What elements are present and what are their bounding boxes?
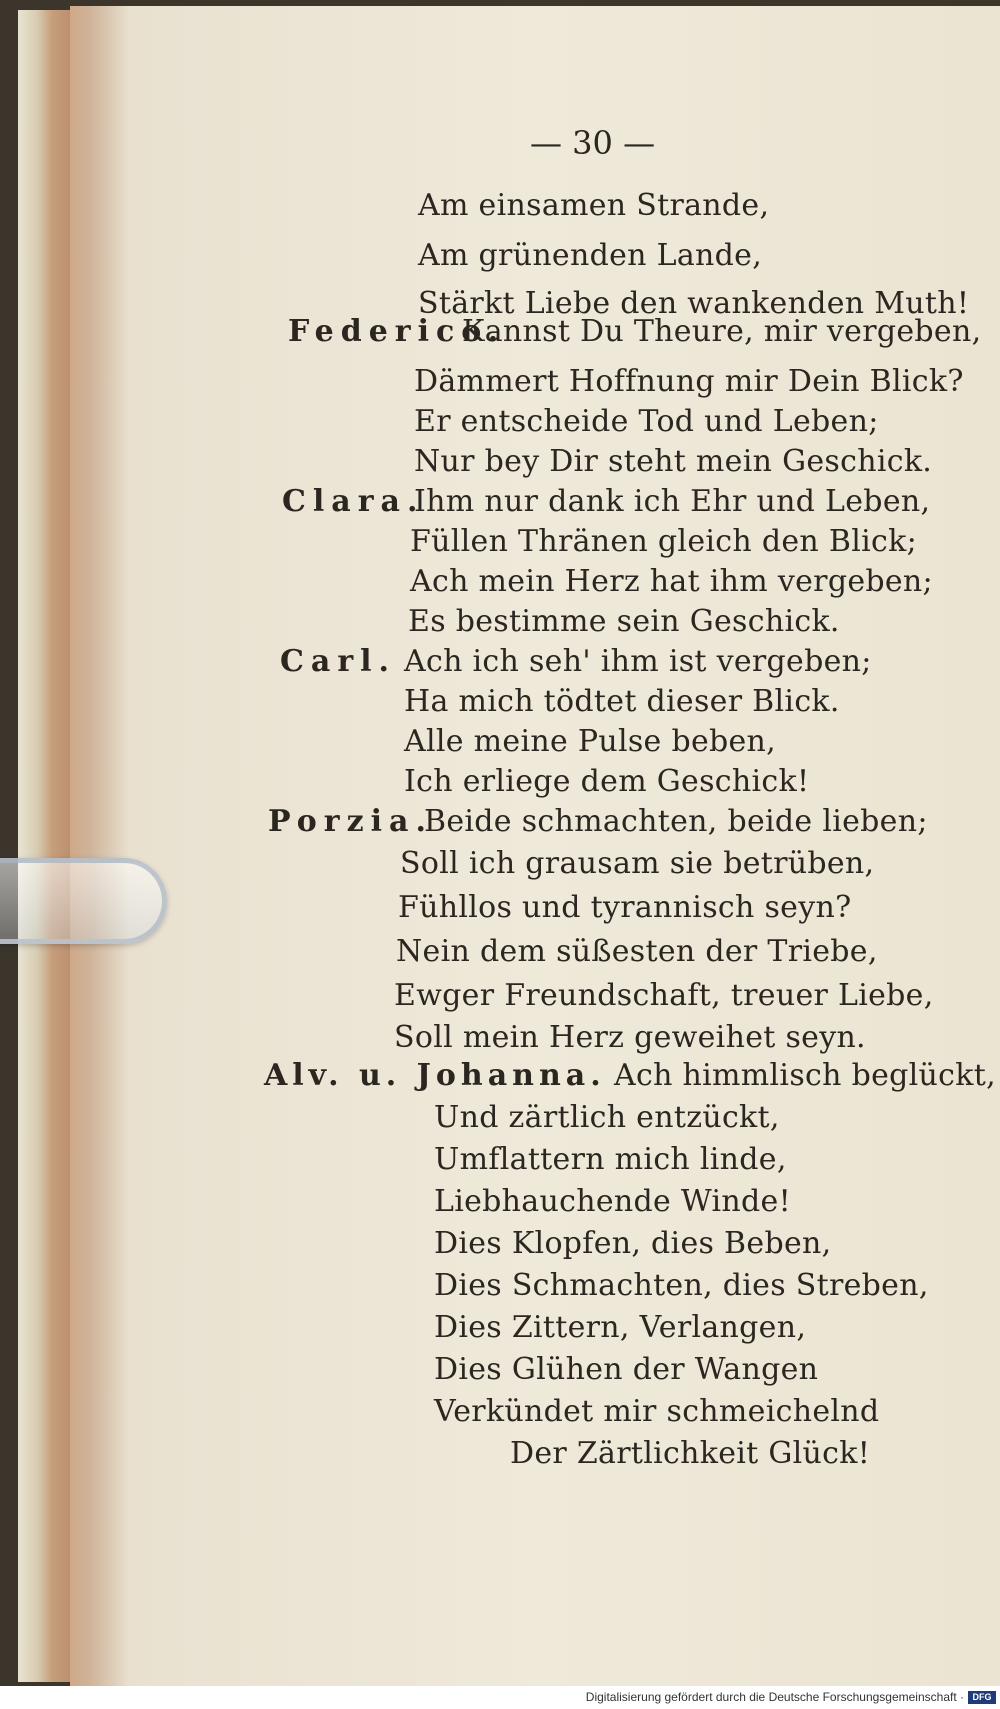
verse-line: Dämmert Hoffnung mir Dein Blick?: [414, 364, 964, 399]
speaker-name: Porzia.: [268, 804, 433, 839]
page-number: — 30 —: [530, 124, 656, 162]
verse-line: Beide schmachten, beide lieben;: [424, 804, 928, 839]
verse-line: Dies Zittern, Verlangen,: [434, 1310, 807, 1345]
verse-line: Ha mich tödtet dieser Blick.: [404, 684, 840, 719]
verse-line: Alle meine Pulse beben,: [404, 724, 777, 759]
verse-line: Stärkt Liebe den wankenden Muth!: [418, 286, 970, 321]
verse-line: Ewger Freundschaft, treuer Liebe,: [394, 978, 934, 1013]
verse-line: Der Zärtlichkeit Glück!: [510, 1436, 871, 1471]
verse-line: Es bestimme sein Geschick.: [408, 604, 840, 639]
verse-line: Und zärtlich entzückt,: [434, 1100, 780, 1135]
verse-line: Er entscheide Tod und Leben;: [414, 404, 879, 439]
footer-bar: [0, 1686, 1000, 1709]
verse-line: Liebhauchende Winde!: [434, 1184, 791, 1219]
paper-clip: [0, 858, 167, 944]
verse-line: Kannst Du Theure, mir vergeben,: [462, 314, 982, 349]
speaker-name: Carl.: [280, 644, 396, 679]
verse-line: Dies Schmachten, dies Streben,: [434, 1268, 929, 1303]
verse-line: Fühllos und tyrannisch seyn?: [398, 890, 852, 925]
verse-line: Am grünenden Lande,: [418, 238, 763, 273]
verse-line: Ach ich seh' ihm ist vergeben;: [404, 644, 872, 679]
verse-line: Füllen Thränen gleich den Blick;: [410, 524, 917, 559]
dfg-logo: DFG: [968, 1691, 996, 1704]
speaker-name: Federico.: [288, 314, 506, 349]
verse-line: Soll mein Herz geweihet seyn.: [394, 1020, 866, 1055]
verse-line: Ach mein Herz hat ihm vergeben;: [410, 564, 933, 599]
verse-line: Verkündet mir schmeichelnd: [434, 1394, 880, 1429]
verse-line: Ach himmlisch beglückt,: [614, 1058, 996, 1093]
verse-line: Am einsamen Strande,: [418, 188, 770, 223]
verse-line: Umflattern mich linde,: [434, 1142, 787, 1177]
verse-line: Soll ich grausam sie betrüben,: [400, 846, 875, 881]
verse-line: Ihm nur dank ich Ehr und Leben,: [414, 484, 931, 519]
digitization-credit: Digitalisierung gefördert durch die Deutsche Forschungsgemeinschaft ·: [585, 1690, 964, 1704]
verse-line: Nein dem süßesten der Triebe,: [396, 934, 878, 969]
verse-line: Dies Klopfen, dies Beben,: [434, 1226, 832, 1261]
verse-line: Nur bey Dir steht mein Geschick.: [414, 444, 933, 479]
verse-line: Ich erliege dem Geschick!: [404, 764, 810, 799]
verse-line: Dies Glühen der Wangen: [434, 1352, 819, 1387]
speaker-name: Clara.: [282, 484, 425, 519]
speaker-name: Alv. u. Johanna.: [264, 1058, 606, 1093]
